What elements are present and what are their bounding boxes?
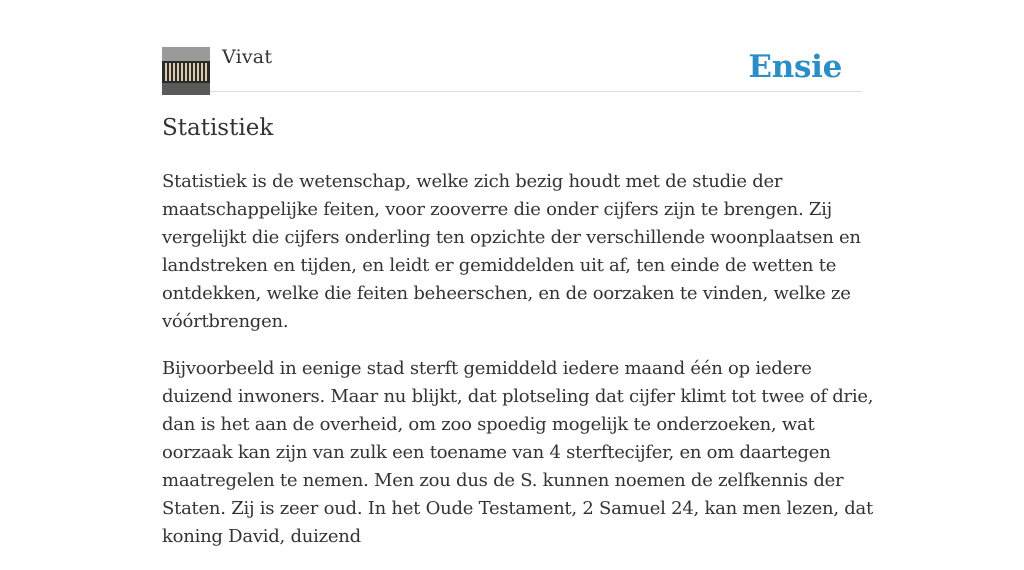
- article-page: [162, 0, 874, 547]
- paragraph: Bijvoorbeeld in eenige stad sterft gemiddeld iedere maand één op iedere duizend inwoners. Maar nu blijkt, dat plotseling dat cijfer klimt tot twee of drie, dan is het aan de overheid, om zoo spoedig mogelijk te onderzoeken, wat oorzaak kan zijn van zulk een toename van 4 sterftecijfer, en om daartegen maatregelen te nemen. Men zou dus de S. kunnen noemen de zelfkennis der Staten. Zij is zeer oud. In het Oude Testament, 2 Samuel 24, kan men lezen, dat koning David, duizend: [162, 358, 874, 547]
- author-name[interactable]: Vivat: [222, 46, 273, 68]
- header: [162, 0, 862, 92]
- author-avatar[interactable]: [162, 47, 210, 95]
- article-body: [162, 168, 882, 570]
- avatar-image: [162, 47, 210, 95]
- paragraph: Statistiek is de wetenschap, welke zich bezig houdt met de studie der maatschappelijke feiten, voor zooverre die onder cijfers zijn te brengen. Zij vergelijkt die cijfers onderling ten opzichte der verschillende woonplaatsen en landstreken en tijden, en leidt er gemiddelden uit af, ten einde de wetten te ontdekken, welke die feiten beheerschen, en de oorzaken te vinden, welke ze vóórtbrengen.: [162, 171, 861, 332]
- page-title: Statistiek: [162, 115, 274, 141]
- brand-logo[interactable]: Ensie: [748, 49, 842, 85]
